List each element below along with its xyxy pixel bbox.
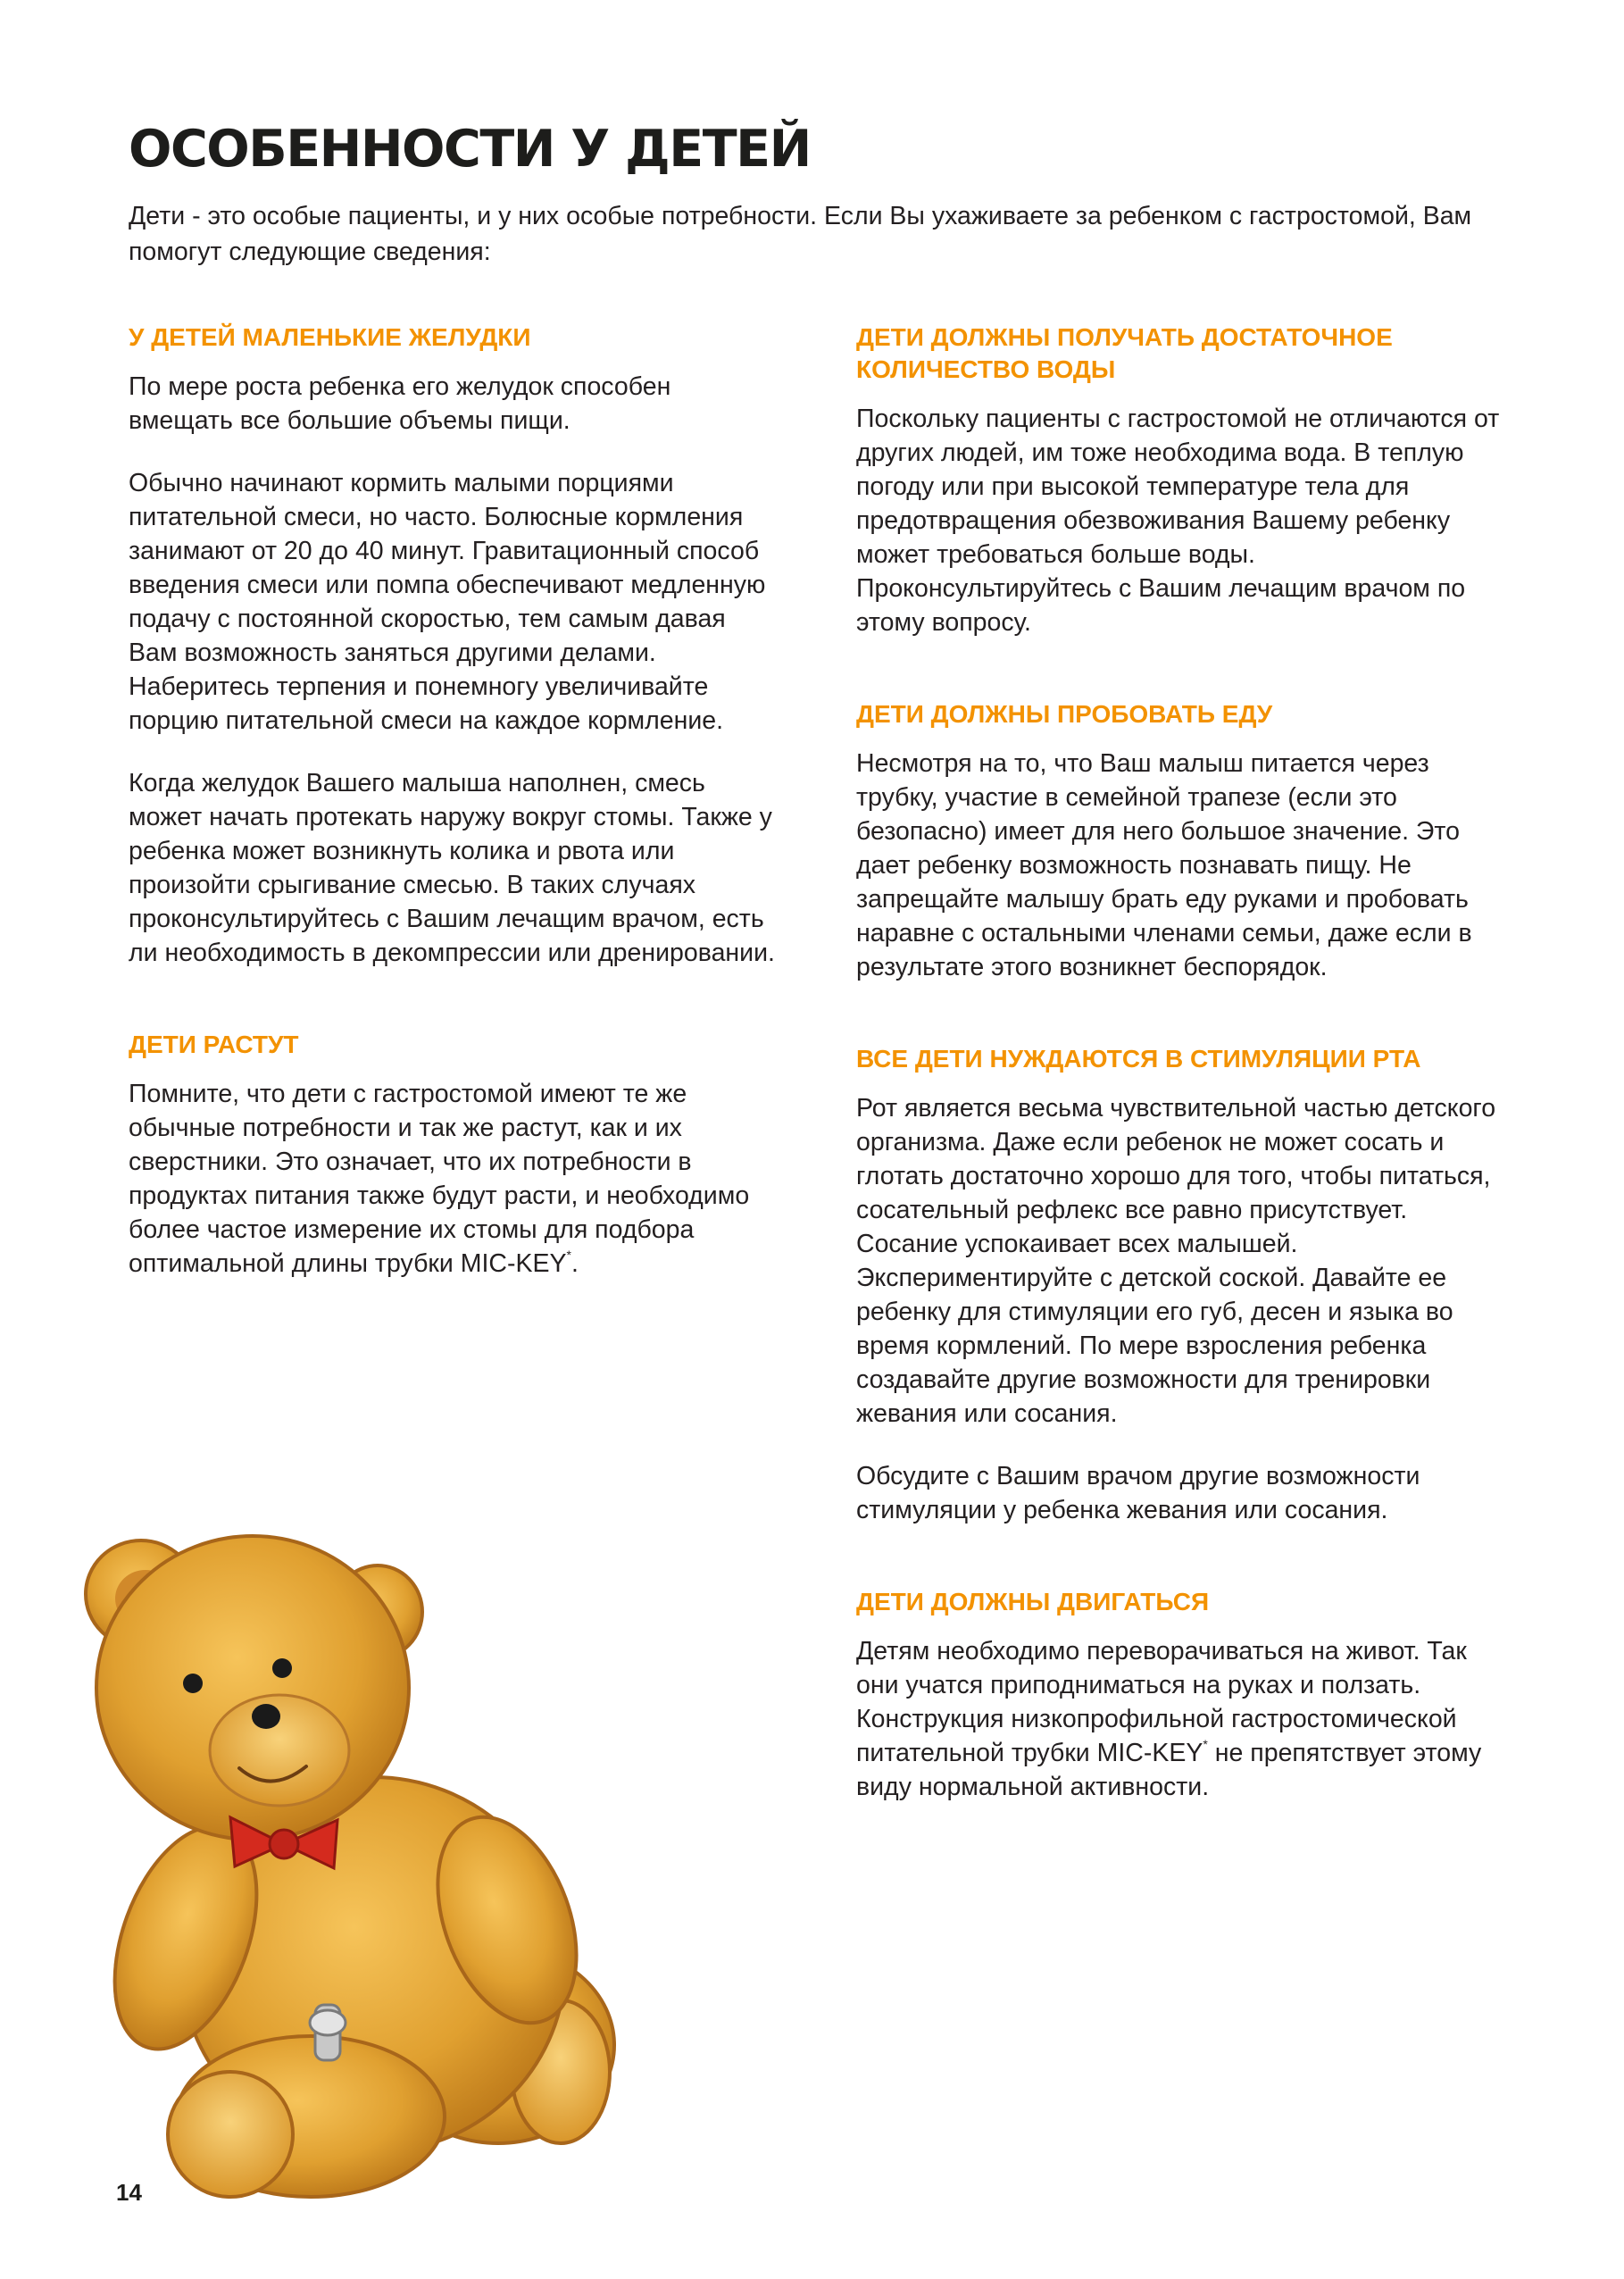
bear-foot-left: [168, 2072, 293, 2197]
section-children-grow: [129, 1029, 780, 1281]
paragraph-end: .: [570, 1249, 579, 1278]
section-title: ДЕТИ РАСТУТ: [129, 1031, 299, 1058]
section-paragraph: Обычно начинают кормить малыми порциями питательной смеси, но часто. Болюсные кормления занимают от 20 до 40 минут. Гравитационный способ введения смеси или помпа обеспечивают медленную подачу с постоянной скоростью, тем самым давая Вам возможность заняться другими делами. Наберитесь терпения и понемногу увеличивайте порцию питательной смеси на каждое кормление.: [129, 469, 766, 735]
left-column: [129, 321, 780, 1340]
section-title: ВСЕ ДЕТИ НУЖДАЮТСЯ В СТИМУЛЯЦИИ РТА: [856, 1045, 1421, 1073]
section-oral-stimulation: [856, 1043, 1508, 1527]
page-number: 14: [116, 2179, 142, 2206]
intro-paragraph: Дети - это особые пациенты, и у них особые потребности. Если Вы ухаживаете за ребенком с гастростомой, Вам помогут следующие сведения:: [129, 202, 1472, 266]
bear-feeding-tube-port: [310, 2010, 346, 2035]
bear-bow-knot: [270, 1830, 298, 1858]
section-movement: [856, 1586, 1508, 1804]
section-paragraph: [856, 1634, 1508, 1804]
teddy-bear-illustration: [79, 1509, 650, 2206]
section-paragraph: [129, 1077, 780, 1281]
paragraph-text: Детям необходимо переворачиваться на живот. Так они учатся приподниматься на руках и ползать. Конструкция низкопрофильной гастростомической питательной трубки MIC-KEY: [856, 1637, 1467, 1767]
paragraph-end: не препятствует этому виду нормальной активности.: [856, 1739, 1482, 1801]
section-tasting: [856, 698, 1508, 984]
section-paragraph: По мере роста ребенка его желудок способен вмещать все большие объемы пищи.: [129, 372, 671, 435]
paragraph-text: Помните, что дети с гастростомой имеют те же обычные потребности и так же растут, как и их сверстники. Это означает, что их потребности в продуктах питания также будут расти, и необходимо более частое измерение их стомы для подбора оптимальной длины трубки MIC-KEY: [129, 1080, 750, 1278]
section-title: ДЕТИ ДОЛЖНЫ ДВИГАТЬСЯ: [856, 1588, 1210, 1615]
section-title: У ДЕТЕЙ МАЛЕНЬКИЕ ЖЕЛУДКИ: [129, 323, 531, 351]
section-paragraph: Обсудите с Вашим врачом другие возможности стимуляции у ребенка жевания или сосания.: [856, 1462, 1420, 1524]
section-title: ДЕТИ ДОЛЖНЫ ПОЛУЧАТЬ ДОСТАТОЧНОЕ КОЛИЧЕСТВО ВОДЫ: [856, 323, 1393, 383]
bear-eye-left: [183, 1674, 203, 1693]
bear-muzzle: [210, 1695, 349, 1806]
section-water: [856, 321, 1508, 639]
section-title: ДЕТИ ДОЛЖНЫ ПРОБОВАТЬ ЕДУ: [856, 700, 1273, 728]
page-title: ОСОБЕННОСТИ У ДЕТЕЙ: [129, 120, 811, 179]
trademark-mark: *: [1203, 1737, 1208, 1751]
bear-nose: [252, 1704, 280, 1729]
trademark-mark: *: [566, 1248, 571, 1262]
section-paragraph: Несмотря на то, что Ваш малыш питается через трубку, участие в семейной трапезе (если это безопасно) имеет для него большое значение. Это дает ребенку возможность познавать пищу. Не запрещайте малышу брать еду руками и пробовать наравне с остальными членами семьи, даже если в результате этого возникнет беспорядок.: [856, 749, 1472, 981]
section-small-stomachs: [129, 321, 780, 970]
right-column: [856, 321, 1508, 1863]
section-paragraph: Когда желудок Вашего малыша наполнен, смесь может начать протекать наружу вокруг стомы. Также у ребенка может возникнуть колика и рвота или произойти срыгивание смесью. В таких случаях проконсультируйтесь с Вашим лечащим врачом, есть ли необходимость в декомпрессии или дренировании.: [129, 769, 775, 967]
section-paragraph: Поскольку пациенты с гастростомой не отличаются от других людей, им тоже необходима вода. В теплую погоду или при высокой температуре тела для предотвращения обезвоживания Вашему ребенку может требоваться больше воды. Проконсультируйтесь с Вашим лечащим врачом по этому вопросу.: [856, 405, 1500, 637]
bear-eye-right: [272, 1658, 292, 1678]
section-paragraph: Рот является весьма чувствительной частью детского организма. Даже если ребенок не может сосать и глотать достаточно хорошо для того, чтобы питаться, сосательный рефлекс все равно присутствует. Сосание успокаивает всех малышей. Экспериментируйте с детской соской. Давайте ее ребенку для стимуляции его губ, десен и языка во время кормлений. По мере взросления ребенка создавайте другие возможности для тренировки жевания или сосания.: [856, 1094, 1496, 1428]
